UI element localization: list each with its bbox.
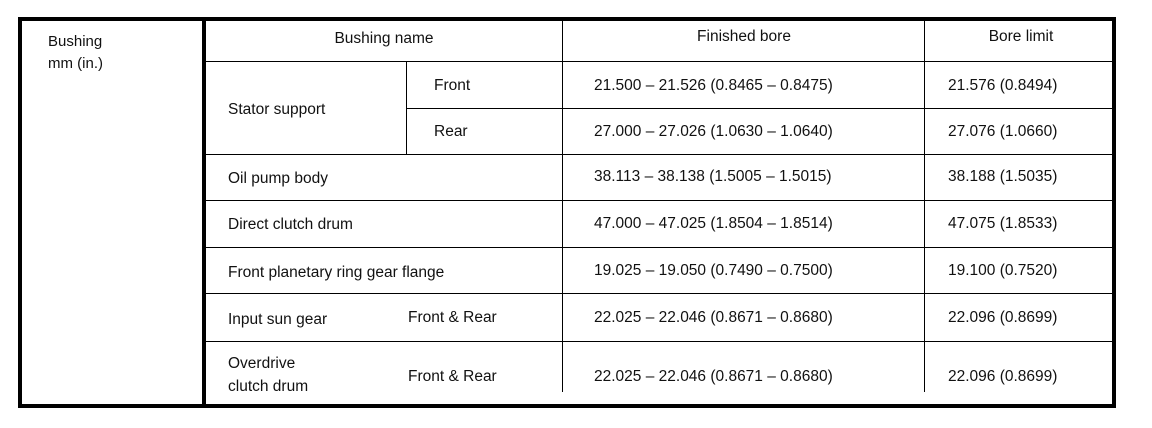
- row-name-oil-pump-body: Oil pump body: [228, 170, 328, 187]
- header-bore-limit: Bore limit: [988, 28, 1054, 45]
- header-bushing-name: Bushing name: [334, 30, 434, 47]
- bore-limit-value: 38.188 (1.5035): [948, 168, 1058, 185]
- table-body: [202, 21, 1112, 404]
- row-divider-stator: [406, 108, 1116, 109]
- row-sub-front-rear: Front & Rear: [408, 368, 497, 385]
- row-name-overdrive-line2: clutch drum: [228, 378, 309, 395]
- bore-limit-value: 19.100 (0.7520): [948, 262, 1058, 279]
- row-sub-rear: Rear: [434, 123, 468, 140]
- bore-limit-value: 22.096 (0.8699): [948, 309, 1058, 326]
- row-name-input-sun-gear: Input sun gear: [228, 311, 328, 328]
- finished-bore-value: 22.025 – 22.046 (0.8671 – 0.8680): [594, 368, 833, 385]
- finished-bore-value: 27.000 – 27.026 (1.0630 – 1.0640): [594, 123, 833, 140]
- unit-label: mm (in.): [48, 55, 103, 72]
- row-name-stator-support: Stator support: [228, 101, 326, 118]
- row-name-overdrive-line1: Overdrive: [228, 355, 296, 372]
- finished-bore-value: 47.000 – 47.025 (1.8504 – 1.8514): [594, 215, 833, 232]
- row-divider-header: [206, 61, 1116, 62]
- finished-bore-value: 22.025 – 22.046 (0.8671 – 0.8680): [594, 309, 833, 326]
- row-divider: [206, 247, 1116, 248]
- finished-bore-value: 19.025 – 19.050 (0.7490 – 0.7500): [594, 262, 833, 279]
- bore-limit-value: 21.576 (0.8494): [948, 77, 1058, 94]
- finished-bore-value: 21.500 – 21.526 (0.8465 – 0.8475): [594, 77, 833, 94]
- bushing-label: Bushing: [48, 33, 103, 50]
- row-name-front-planetary-ring-gear-flange: Front planetary ring gear flange: [228, 264, 445, 281]
- row-sub-front: Front: [434, 77, 471, 94]
- header-finished-bore: Finished bore: [697, 28, 791, 45]
- bore-limit-value: 27.076 (1.0660): [948, 123, 1058, 140]
- row-sub-front-rear: Front & Rear: [408, 309, 497, 326]
- finished-bore-value: 38.113 – 38.138 (1.5005 – 1.5015): [594, 168, 832, 185]
- row-divider: [206, 154, 1116, 155]
- row-name-direct-clutch-drum: Direct clutch drum: [228, 216, 353, 233]
- row-divider: [206, 293, 1116, 294]
- bore-limit-value: 47.075 (1.8533): [948, 215, 1058, 232]
- row-divider: [206, 200, 1116, 201]
- bore-limit-value: 22.096 (0.8699): [948, 368, 1058, 385]
- spec-table: [18, 17, 1116, 408]
- col-divider-name-finished: [562, 21, 563, 392]
- row-divider: [206, 341, 1116, 342]
- col-divider-finished-limit: [924, 21, 925, 392]
- bushing-unit-label: [48, 31, 103, 75]
